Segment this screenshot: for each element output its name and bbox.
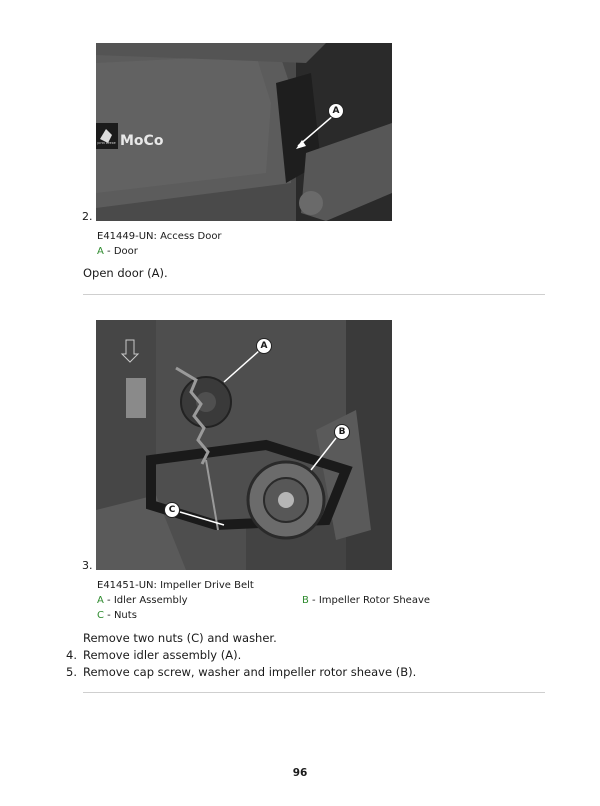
figure-caption-step-3 [97,578,517,623]
callout-a-marker [256,338,272,354]
section-divider [83,294,545,295]
legend-key: C [97,610,104,621]
legend-label: Idler Assembly [113,595,188,606]
legend-item [302,593,430,608]
figure-id: E41451-UN: Impeller Drive Belt [97,580,254,591]
callout-c-label: C [168,505,176,515]
legend-item [97,608,517,623]
callout-a-label: A [332,106,340,116]
step-2-instruction: Open door (A). [83,266,168,280]
legend-item [97,593,188,608]
step-2-number: 2. [82,210,93,223]
legend-key: A [97,595,104,606]
logo-text: JOHN DEERE [97,141,116,145]
legend-label: Nuts [113,610,137,621]
step-3-instruction: Remove two nuts (C) and washer. [83,631,277,645]
brand-decal: MoCo [120,133,164,149]
legend-separator: - [103,610,114,621]
callout-a-label: A [260,341,268,351]
figure-id: E41449-UN: Access Door [97,231,222,242]
impeller-drive-belt-illustration [96,320,392,570]
page-number: 96 [292,767,308,779]
step-5-number: 5. [66,665,77,679]
legend-separator: - [103,246,114,257]
step-4-text: Remove idler assembly (A). [83,648,242,662]
callout-c-marker [164,502,180,518]
legend-row [97,593,517,608]
legend-separator: - [308,595,319,606]
section-divider [83,692,545,693]
legend-key: B [302,595,309,606]
access-door-illustration [96,43,392,221]
step-3-number: 3. [82,559,93,572]
legend-key: A [97,246,104,257]
access-door-photo [96,43,392,221]
figure-caption-step-2 [97,229,222,259]
callout-b-label: B [338,427,346,437]
legend-separator: - [103,595,114,606]
legend-item [97,244,222,259]
callout-a-marker [328,103,344,119]
impeller-drive-belt-photo [96,320,392,570]
callout-b-marker [334,424,350,440]
step-4-number: 4. [66,648,77,662]
step-5-text: Remove cap screw, washer and impeller rotor sheave (B). [83,665,417,679]
legend-label: Impeller Rotor Sheave [318,595,431,606]
legend-label: Door [113,246,138,257]
